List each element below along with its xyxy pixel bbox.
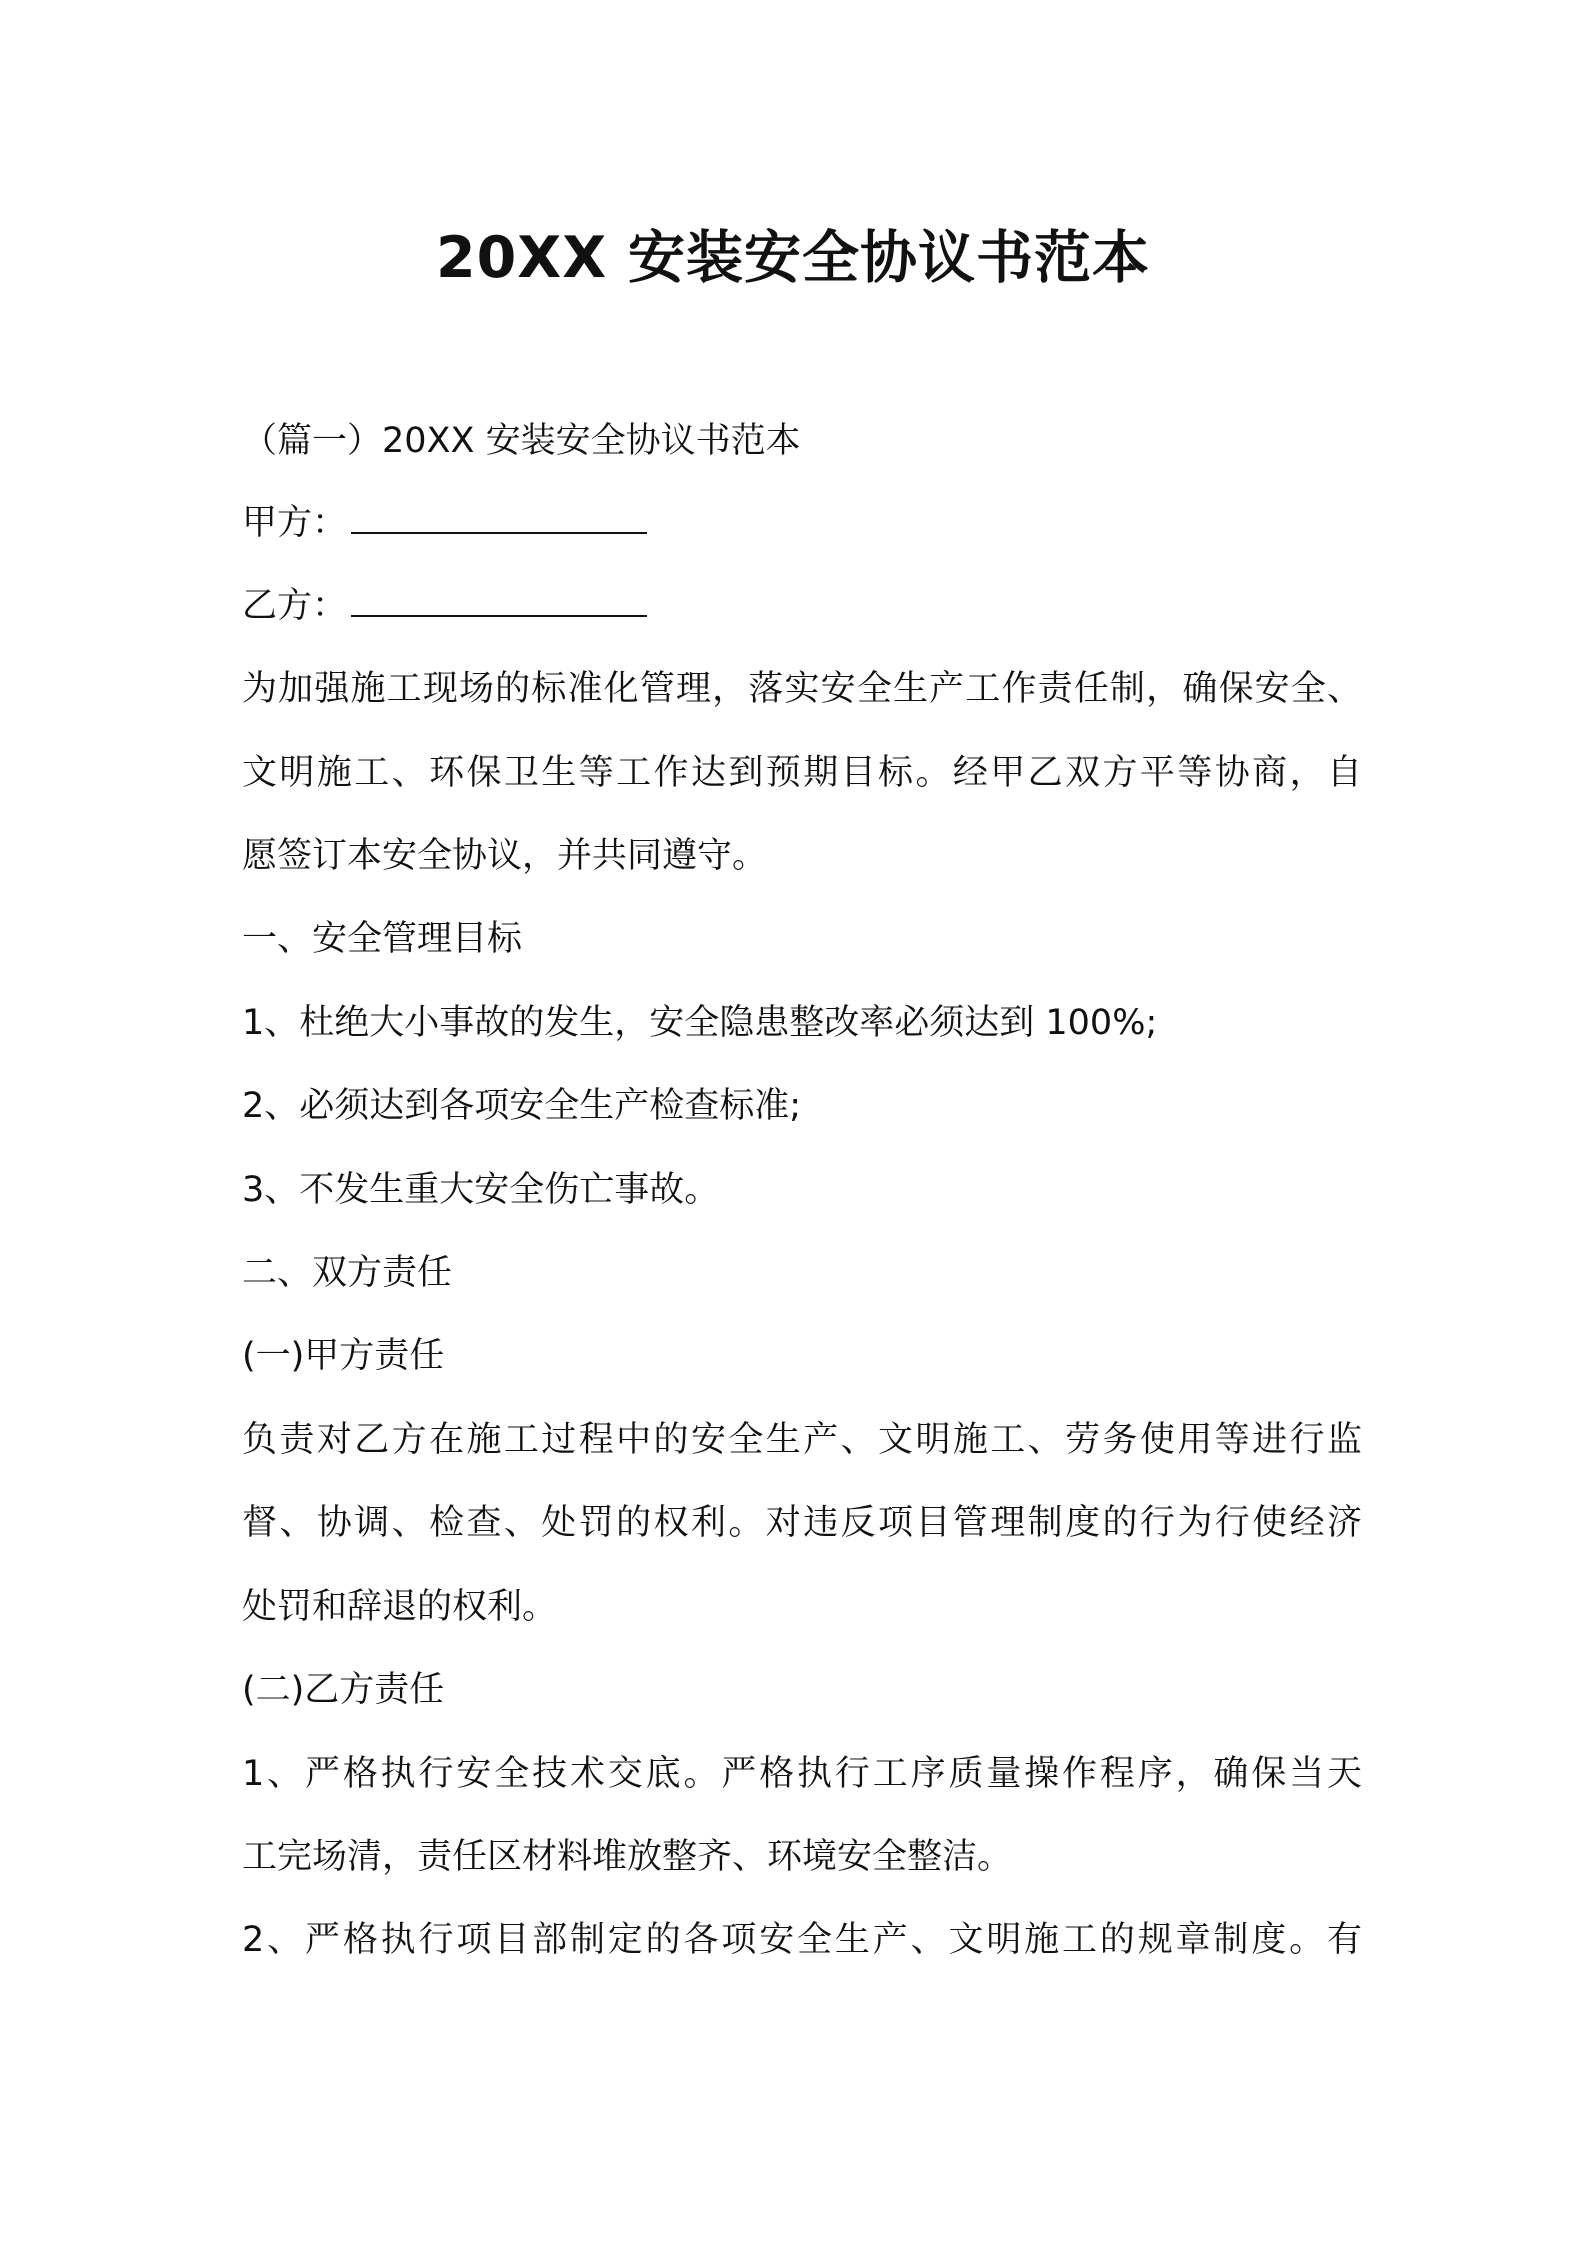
paragraph-line: 负责对乙方在施工过程中的安全生产、文明施工、劳务使用等进行监 [242, 1420, 1362, 1460]
party-a-label: 甲方： [242, 503, 348, 543]
section-heading: 一、安全管理目标 [242, 919, 523, 959]
party-b-line [242, 581, 1362, 631]
subtitle: （篇一）20XX 安装安全协议书范本 [242, 421, 801, 461]
intro-line: 为加强施工现场的标准化管理，落实安全生产工作责任制，确保安全、 [242, 669, 1362, 709]
paragraph-line: 2、严格执行项目部制定的各项安全生产、文明施工的规章制度。有 [242, 1920, 1362, 1960]
party-a-line [242, 498, 1362, 548]
section-heading: 二、双方责任 [242, 1253, 453, 1293]
party-a-blank [351, 502, 647, 534]
subsection-heading: (二)乙方责任 [242, 1670, 445, 1710]
paragraph-line: 1、严格执行安全技术交底。严格执行工序质量操作程序，确保当天 [242, 1754, 1362, 1794]
list-item: 3、不发生重大安全伤亡事故。 [242, 1170, 720, 1210]
subsection-heading: (一)甲方责任 [242, 1336, 445, 1376]
document-title: 20XX 安装安全协议书范本 [435, 225, 1151, 291]
list-item: 1、杜绝大小事故的发生，安全隐患整改率必须达到 100%; [242, 1003, 1158, 1043]
intro-line: 文明施工、环保卫生等工作达到预期目标。经甲乙双方平等协商，自 [242, 753, 1362, 793]
paragraph-line: 处罚和辞退的权利。 [242, 1587, 558, 1627]
paragraph-line: 工完场清，责任区材料堆放整齐、环境安全整洁。 [242, 1837, 1013, 1877]
paragraph-line: 督、协调、检查、处罚的权利。对违反项目管理制度的行为行使经济 [242, 1503, 1362, 1543]
list-item: 2、必须达到各项安全生产检查标准; [242, 1086, 802, 1126]
party-b-blank [351, 585, 647, 617]
intro-line: 愿签订本安全协议，并共同遵守。 [242, 836, 768, 876]
party-b-label: 乙方： [242, 586, 348, 626]
